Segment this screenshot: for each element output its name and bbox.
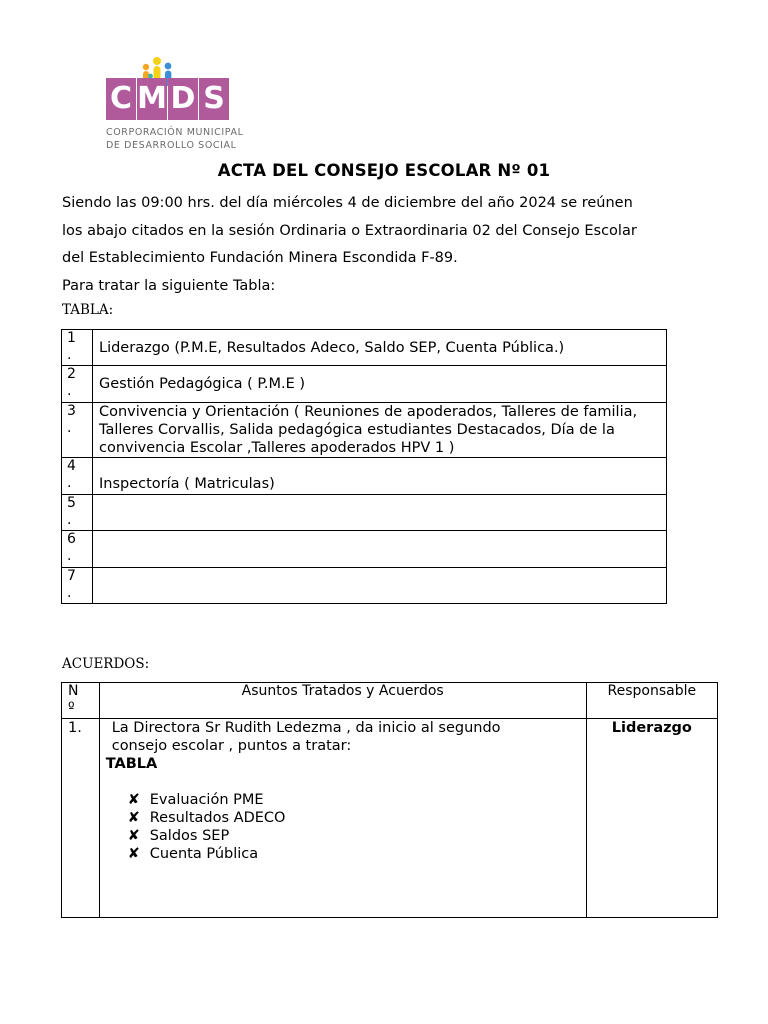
table-row [62,495,667,531]
tabla-table [61,329,667,604]
list-item: ✘ Evaluación PME [127,792,264,808]
logo-subtitle [106,126,244,152]
row-text: Convivencia y Orientación ( Reuniones de apoderados, Talleres de familia, Talleres Corvallis, Salida pedagógica estudiantes Destacados, Día de la convivencia Escolar ,Talleres apoderados HPV 1 ) [93,403,667,458]
x-mark-icon: ✘ [127,810,140,826]
row-text [93,568,667,604]
logo-subtitle-line1: CORPORACIÓN MUNICIPAL [106,127,244,138]
logo-letter-s: S [199,78,229,120]
x-mark-icon: ✘ [127,846,140,862]
table-row [62,330,667,366]
intro-line-4: Para tratar la siguiente Tabla: [62,277,276,294]
logo-subtitle-line2: DE DESARROLLO SOCIAL [106,140,237,151]
x-mark-icon: ✘ [127,792,140,808]
list-item: ✘ Cuenta Pública [127,846,259,862]
table-row [62,366,667,403]
document-title: ACTA DEL CONSEJO ESCOLAR Nº 01 [217,161,551,180]
table-row [62,403,667,458]
tabla-label: TABLA: [62,302,114,318]
row-number: 2 . [62,366,93,403]
logo-letter-d: D [168,78,198,120]
table-header-row [62,683,718,719]
table-row [62,719,718,918]
acuerdos-table [61,682,718,918]
table-row [62,531,667,568]
row-number: 1. [62,719,100,918]
row-number: 3 . [62,403,93,458]
row-text: Gestión Pedagógica ( P.M.E ) [93,366,667,403]
list-item: ✘ Saldos SEP [127,828,230,844]
header-asuntos: Asuntos Tratados y Acuerdos [99,683,586,719]
row-text: Liderazgo (P.M.E, Resultados Adeco, Saldo SEP, Cuenta Pública.) [93,330,667,366]
row-asuntos [99,719,586,918]
list-item: ✘ Resultados ADECO [127,810,286,826]
row-responsable: Liderazgo [586,719,717,918]
row-number: 5 . [62,495,93,531]
intro-line-3: del Establecimiento Fundación Minera Escondida F-89. [62,250,458,266]
row-number: 7 . [62,568,93,604]
table-row [62,568,667,604]
row-number: 4 . [62,458,93,495]
header-responsable: Responsable [586,683,717,719]
intro-line-2: los abajo citados en la sesión Ordinaria o Extraordinaria 02 del Consejo Escolar [62,222,637,239]
x-mark-icon: ✘ [127,828,140,844]
row-text: Inspectoría ( Matriculas) [93,458,667,495]
row-text [93,531,667,568]
acuerdos-label: ACUERDOS: [62,656,150,672]
asuntos-subtitle: TABLA [105,756,158,772]
table-row [62,458,667,495]
logo-letter-m: M [137,78,167,120]
logo-letters [106,78,230,120]
cmds-logo [104,56,244,156]
asuntos-line-1: La Directora Sr Rudith Ledezma , da inicio al segundo [111,720,501,736]
header-number: N º [62,683,100,719]
intro-line-1: Siendo las 09:00 hrs. del día miércoles 4 de diciembre del año 2024 se reúnen [62,195,633,211]
intro-paragraph [62,190,702,300]
asuntos-bullet-list [106,791,586,863]
row-number: 1 . [62,330,93,366]
asuntos-line-2: consejo escolar , puntos a tratar: [111,738,352,754]
row-text [93,495,667,531]
logo-letter-c: C [106,78,136,120]
row-number: 6 . [62,531,93,568]
